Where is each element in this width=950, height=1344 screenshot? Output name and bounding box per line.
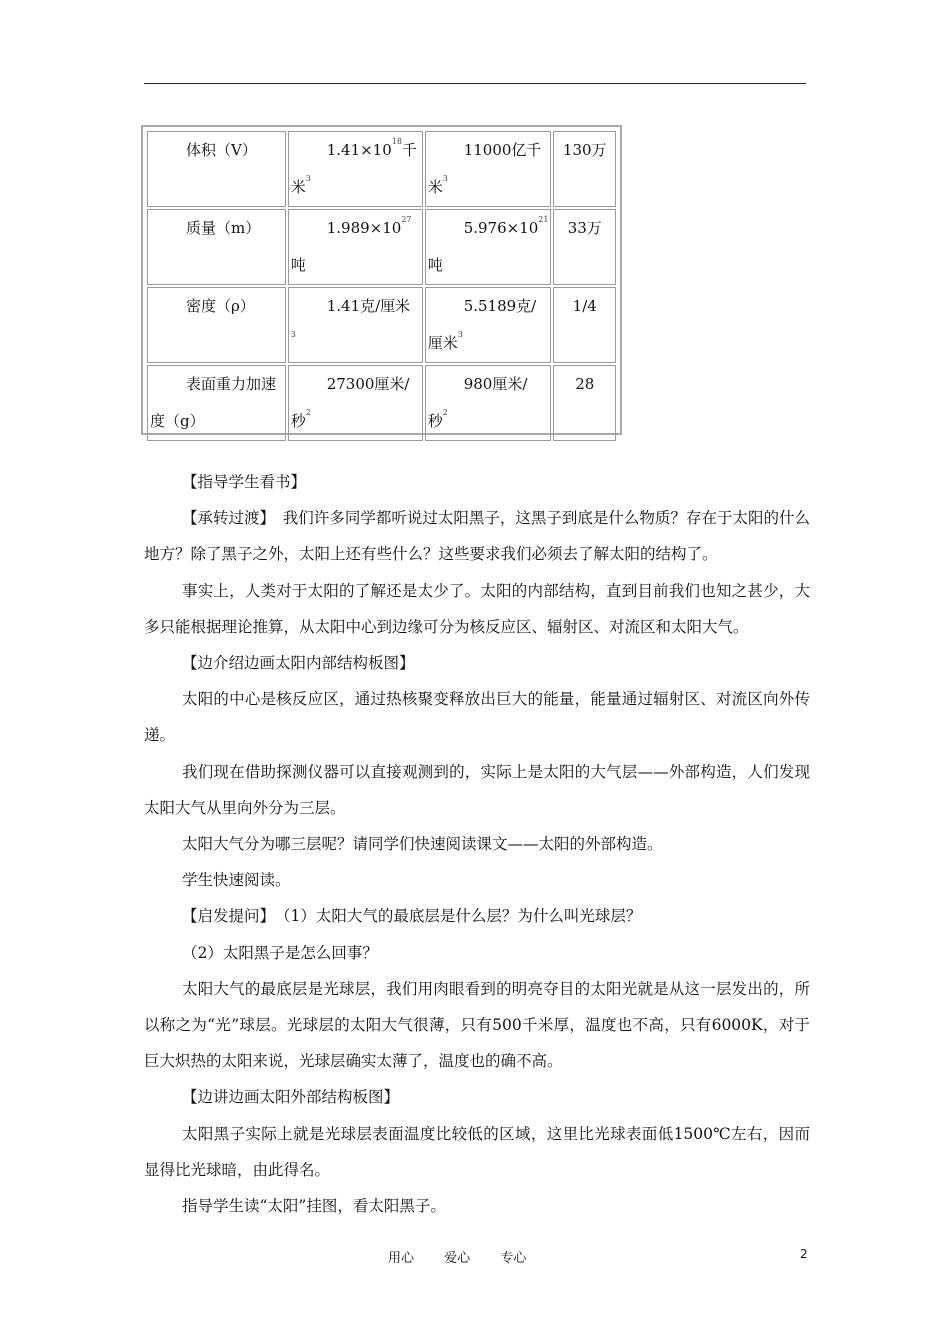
paragraph: 太阳大气分为哪三层呢？请同学们快速阅读课文——太阳的外部构造。 bbox=[182, 835, 663, 854]
body-text bbox=[144, 464, 810, 1224]
earth-value: $5.976\times 10^{21}$ 吨 bbox=[425, 209, 552, 285]
paragraph: 学生快速阅读。 bbox=[182, 871, 291, 890]
paragraph: 我们现在借助探测仪器可以直接观测到的，实际上是太阳的大气层——外部构造，人们发现太阳大气从里向外分为三层。 bbox=[144, 762, 810, 817]
section-heading: 【指导学生看书】 bbox=[182, 473, 307, 491]
comparison-table bbox=[141, 125, 622, 435]
paragraph: 指导学生读“太阳”挂图，看太阳黑子。 bbox=[182, 1197, 446, 1216]
ratio-value: 130万 bbox=[553, 131, 616, 207]
paragraph: 太阳黑子实际上就是光球层表面温度比较低的区域，这里比光球表面低1500℃左右，因而显得比光球暗，由此得名。 bbox=[144, 1124, 810, 1179]
earth-value: 5.5189克/ 厘米$^3$ bbox=[425, 287, 552, 363]
table-row bbox=[147, 209, 616, 285]
question: 【启发提问】 （1）太阳大气的最底层是什么层？为什么叫光球层？ bbox=[182, 907, 642, 926]
motto-word: 专心 bbox=[500, 1251, 527, 1266]
sun-value: 27300厘米/ 秒$^2$ bbox=[288, 365, 423, 441]
ratio-value: 33万 bbox=[553, 209, 616, 285]
paragraph: 【承转过渡】 我们许多同学都听说过太阳黑子，这黑子到底是什么物质？存在于太阳的什么地方？除了黑子之外，太阳上还有些什么？这些要求我们必须去了解太阳的结构了。 bbox=[144, 509, 810, 564]
row-label: 表面重力加速 度（g） bbox=[147, 365, 286, 441]
paragraph: 太阳大气的最底层是光球层，我们用肉眼看到的明亮夺目的太阳光就是从这一层发出的，所以称之为“光”球层。光球层的太阳大气很薄，只有500千米厚，温度也不高，只有6000K，对于巨大炽热的太阳来说，光球层确实太薄了，温度也的确不高。 bbox=[144, 979, 810, 1071]
motto-word: 用心 bbox=[388, 1251, 415, 1266]
motto-word: 爱心 bbox=[444, 1251, 471, 1266]
table-row bbox=[147, 365, 616, 441]
earth-value: 980厘米/ 秒$^2$ bbox=[425, 365, 552, 441]
row-label: 体积（V） bbox=[147, 131, 286, 207]
ratio-value: 1/4 bbox=[553, 287, 616, 363]
question: （2）太阳黑子是怎么回事？ bbox=[182, 943, 378, 962]
paragraph: 太阳的中心是核反应区，通过热核聚变释放出巨大的能量，能量通过辐射区、对流区向外传递。 bbox=[144, 690, 810, 745]
sun-value: $1.989\times 10^{27}$ 吨 bbox=[288, 209, 423, 285]
header-rule bbox=[144, 83, 806, 84]
earth-value: 11000亿千 米$^3$ bbox=[425, 131, 552, 207]
sun-value: 1.41克/厘米 $^3$ bbox=[288, 287, 423, 363]
page-number: 2 bbox=[800, 1247, 808, 1261]
footer-motto bbox=[388, 1247, 552, 1266]
ratio-value: 28 bbox=[553, 365, 616, 441]
paragraph: 事实上，人类对于太阳的了解还是太少了。太阳的内部结构，直到目前我们也知之甚少，大多只能根据理论推算，从太阳中心到边缘可分为核反应区、辐射区、对流区和太阳大气。 bbox=[144, 581, 810, 636]
table-row bbox=[147, 287, 616, 363]
section-heading: 【边讲边画太阳外部结构板图】 bbox=[182, 1088, 400, 1107]
section-heading: 【边介绍边画太阳内部结构板图】 bbox=[182, 654, 415, 673]
row-label: 密度（ρ） bbox=[147, 287, 286, 363]
row-label: 质量（m） bbox=[147, 209, 286, 285]
table-row bbox=[147, 131, 616, 207]
sun-value: $1.41\times 10^{18}$千 米$^3$ bbox=[288, 131, 423, 207]
